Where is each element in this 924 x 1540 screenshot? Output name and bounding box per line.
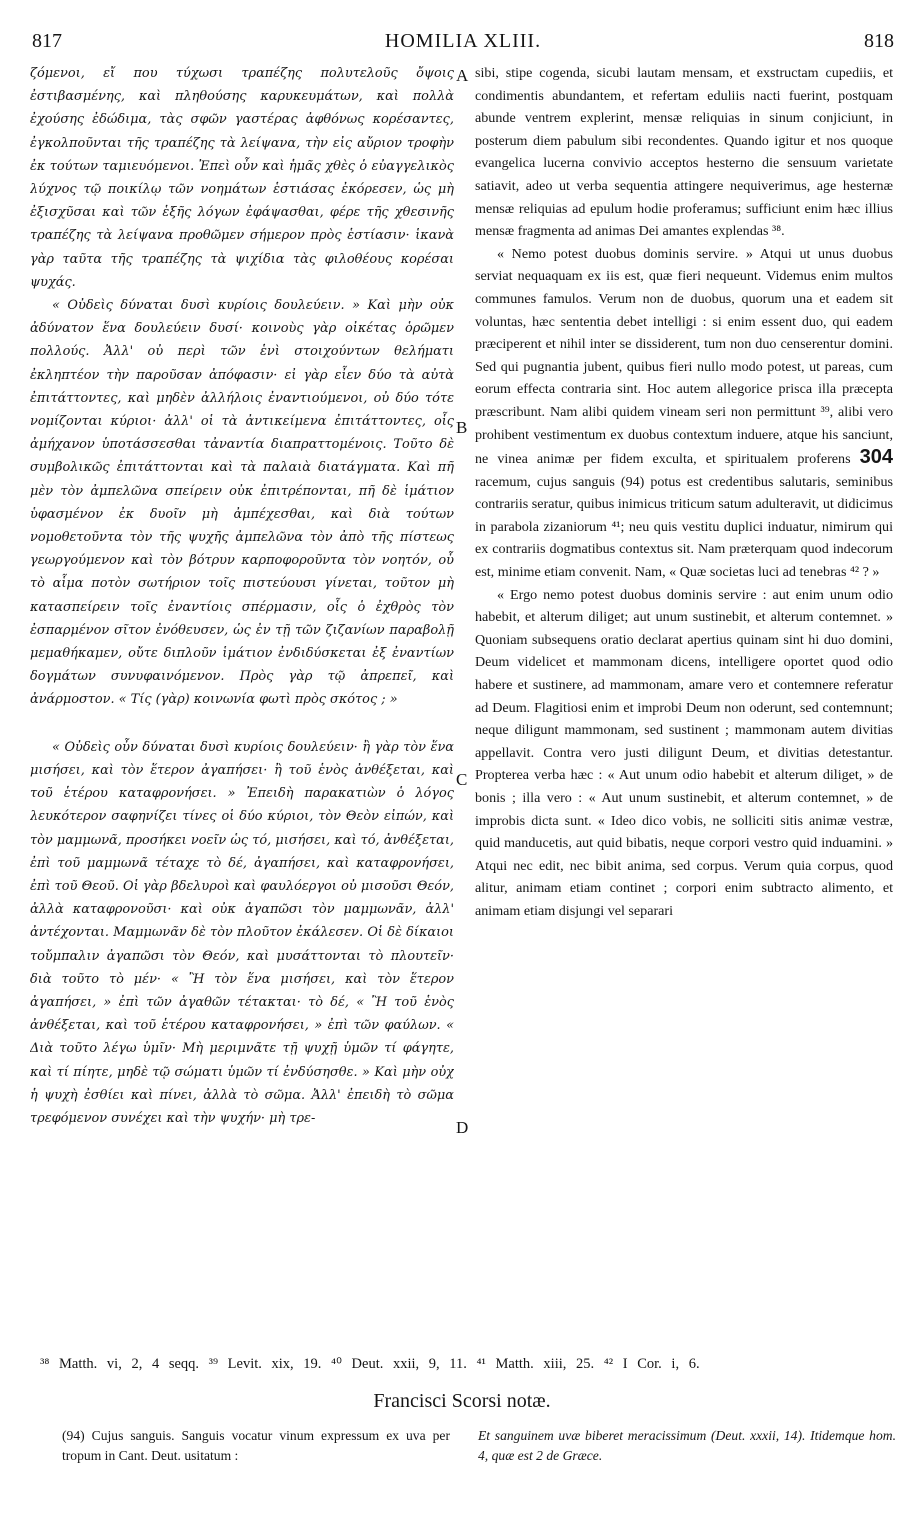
greek-paragraph-3: « Οὐδεὶς οὖν δύναται δυσὶ κυρίοις δουλεύειν· ἢ γὰρ τὸν ἕνα μισήσει, καὶ τὸν ἕτερον ἀγαπήσει· ἢ τοῦ ἑνὸς ἀνθέξεται, καὶ τοῦ ἑτέρου καταφρονήσει. » Ἐπειδὴ παρακατιὼν ὁ λόγος λευκότερον σαφηνίζει τίνες οἱ δύο κύριοι, τὸν Θεὸν εἰπών, καὶ τὸν μαμμωνᾶ, προσήκει νοεῖν ὡς τό, μισήσει, καὶ τό, ἀνθέξεται, ἐπὶ τοῦ μαμμωνᾶ τέταχε τὸ δέ, ἀγαπήσει, καὶ καταφρονήσει, ἐπὶ τοῦ Θεοῦ. Οἱ γὰρ βδελυροὶ καὶ φαυλόεργοι οὐ μισοῦσι Θεόν, ἀλλὰ καταφρονοῦσι· καὶ οὐκ ἀγαπῶσι τὸν μαμμωνᾶν, ἀλλ' ἀντέχονται. Μαμμωνᾶν δὲ τὸν πλοῦτον ἐκάλεσεν. Οἱ δὲ δίκαιοι τοὔμπαλιν ἀγαπῶσι τὸν Θεόν, καὶ μυσάττονται τὸ πλουτεῖν· διὰ τοῦτο τὸ μέν· « Ἢ τὸν ἕνα μισήσει, καὶ τὸν ἕτερον ἀγαπήσει, » ἐπὶ τῶν ἀγαθῶν τέτακται· τὸ δέ, « Ἢ τοῦ ἑνὸς ἀνθέξεται, καὶ τοῦ ἑτέρου καταφρονήσει, » ἐπὶ τῶν φαύλων. « Διὰ τοῦτο λέγω ὑμῖν· Μὴ μεριμνᾶτε τῇ ψυχῇ ὑμῶν τί φάγητε, καὶ τί πίητε, μηδὲ τῷ σώματι ὑμῶν τί ἐνδύσησθε. » Καὶ μὴν οὐχ ἡ ψυχὴ ἐσθίει καὶ πίνει, ἀλλὰ τὸ σῶμα. Ἀλλ' ἐπειδὴ τὸ σῶμα τρεφόμενον συνέχει καὶ τὴν ψυχήν· μὴ τρε- [30, 739, 454, 1126]
greek-paragraph-1: ζόμενοι, εἴ που τύχωσι τραπέζης πολυτελοῦς ὄψοις ἐστιβασμένης, καὶ πληθούσης καρυκευμάτων, καὶ πολλὰ ἐχούσης ἐδώδιμα, τὰς σφῶν γαστέρας ἀφθόνως κορέσαντες, ἐγκολποῦνται τῆς τραπέζης τὰ λείψανα, τὴν εἰς αὔριον τροφὴν ἐκ τούτων ταμιευόμενοι. Ἐπεὶ οὖν καὶ ἡμᾶς χθὲς ὁ εὐαγγελικὸς λύχνος τῷ ποικίλῳ τῶν νοημάτων ἑστιάσας ἐκόρεσεν, ὡς μὴ ἐξισχῦσαι καὶ τῶν ἑξῆς λόγων ἐφάψασθαι, φέρε τῆς χθεσινῆς τραπέζης τὰ λείψανα προθῶμεν σήμερον πρὸς ἑστίασιν· ἱκανὰ γὰρ ταῦτα τῆς τραπέζης τὰ ψιχίδια τὰς φιλοθέους κορέσαι ψυχάς. [30, 66, 454, 290]
page-number-right: 818 [864, 30, 894, 52]
notes-title: Francisci Scorsi notæ. [373, 1390, 551, 1412]
margin-marker-a: A [456, 66, 469, 85]
footnote-references: ³⁸ Matth. vi, 2, 4 seqq. ³⁹ Levit. xix, 19. ⁴⁰ Deut. xxii, 9, 11. ⁴¹ Matth. xiii, 25. ⁴² I Cor. i, 6. [40, 1356, 700, 1372]
note-left: (94) Cujus sanguis. Sanguis vocatur vinum expressum ex uva per tropum in Cant. Deut. usitatum : [62, 1428, 450, 1463]
page-header [32, 30, 894, 60]
running-title: HOMILIA XLIII. [384, 30, 542, 52]
latin-text-column [475, 62, 893, 1347]
page-number-left: 817 [32, 30, 62, 52]
latin-paragraph-2-text: « Nemo potest duobus dominis servire. » Atqui ut unus duobus serviat nequaquam ex iis est, quæ fieri nequeunt. Videmus enim multos communes famulos. Verum non de duobus, quorum una et eadem sit voluntas, hæc sententia debet intelligi : si enim essent duo, qui eadem præciperent et nihil inter se dissiderent, tum non duo censerentur domini. Sed qui pugnantia jubent, quibus fieri nullo modo potest, ut pareas, cum eorum effecta contraria sint. Hoc autem allegorice prisca illa præcepta præscribunt. Nam alibi quidem vineam seri non permittunt ³⁹, alibi vero prohibent vestimentum ex duobus contextum induere, atque his sanciunt, ne vinea animæ per fidem exculta, et spiritualem proferens [475, 245, 893, 468]
latin-paragraph-2-continued: racemum, cujus sanguis (94) potus est credentibus salutaris, seminibus contrariis seratur, quibus inimicus triticum satum adulteravit, ut didicimus in parabola zizaniorum ⁴¹; neu quis vestitu duplici induatur, nimirum qui ex contrariis dogmatibus contextus sit. Nam præterquam quod indecorum est, minime etiam convenit. Nam, « Quæ societas luci ad tenebras ⁴² ? » [475, 473, 893, 581]
latin-paragraph-2 [475, 243, 893, 584]
note-right: Et sanguinem uvæ biberet meracissimum (Deut. xxxii, 14). Itidemque hom. 4, quæ est 2 de Græce. [478, 1428, 896, 1463]
greek-paragraph-2: « Οὐδεὶς δύναται δυσὶ κυρίοις δουλεύειν. » Καὶ μὴν οὐκ ἀδύνατον ἕνα δουλεύειν δυσί· κοινοὺς γὰρ οἰκέτας ὁρῶμεν πολλούς. Ἀλλ' οὐ περὶ τῶν ἑνὶ στοιχούντων θελήματι ἐκληπτέον τὴν παροῦσαν ἀπόφασιν· εἰ γὰρ εἶεν δύο τὰ αὐτὰ ἐπιτάττοντες, καὶ μηδὲν ἀλλήλοις ἐναντιούμενοι, οὐ δύο τότε νομίζονται κύριοι· ἀλλ' οἱ τὰ ἀντικείμενα ἐπιτάττοντες, οἷς ἀμήχανον ὑποτάσσεσθαι τἀναντία διαπραττομένοις. Τοῦτο δὲ συμβολικῶς ἐπιτάττονται καὶ τὰ παλαιὰ διατάγματα. Καὶ πῆ μὲν τὸν ἀμπελῶνα σπείρειν οὐκ ἐπιτρέπονται, πῆ δὲ ἱμάτιον ὑφασμένον ἐκ δυοῖν μὴ ἀμπέχεσθαι, καὶ διὰ τούτων νομοθετοῦντα τὸν τῆς ψυχῆς ἀμπελῶνα τὸν ἀπὸ τῆς πίστεως γεωργούμενον καὶ τὸν βότρυν καρποφοροῦντα τὸν νοητόν, οὗ τὸ αἷμα ποτὸν σωτήριον τοῖς πιστεύουσι γίνεται, τοῦτον μὴ κατασπείρειν τοῖς ἐναντίοις σπέρμασιν, οἷς ὁ ἐχθρὸς τὸν ἐσπαρμένον σῖτον ἐνόθευσεν, ὡς ἐν τῇ τῶν ζιζανίων παραβολῇ μεμαθήκαμεν, οὔτε διπλοῦν ἱμάτιον ἐνδιδύσκεται ἐξ ἐναντίων δογμάτων συνυφαινόμενον. Πρὸς γὰρ τῷ ἀπρεπεῖ, καὶ ἀνάρμοστον. « Τίς (γὰρ) κοινωνία φωτὶ πρὸς σκότος ; » [30, 298, 454, 708]
column-number: 304 [859, 446, 893, 469]
margin-marker-c: C [456, 770, 468, 789]
margin-marker-d: D [456, 1118, 469, 1137]
greek-text-column [30, 62, 454, 1347]
margin-marker-b: B [456, 418, 468, 437]
latin-paragraph-1: sibi, stipe cogenda, sicubi lautam mensam, et exstructam cupediis, et condimentis abundantem, et refertam eduliis nacti fuerint, postquam abunde ventrem explerint, mensæ reliquias in sinum conjiciunt, in posterum diem pabulum sibi recondentes. Quando igitur et nos quoque evangelica lucerna convivio acceptos hesterno die sensuum varietate satiavit, adeo ut verba sequentia attingere nequiverimus, age hesternæ mensæ reliquias ad epulum hodie proferamus; sufficiunt enim hæc illius mensæ fragmenta ad animas Dei amantes explendas ³⁸. [475, 65, 893, 240]
latin-paragraph-3: « Ergo nemo potest duobus dominis servire : aut enim unum odio habebit, et alterum diliget; aut unum sustinebit, et alterum contemnet. » Quoniam subsequens oratio declarat apertius quinam sint hi duo domini, Deum videlicet et mammonam dicens, intelligere oportet quod odio habere et sustinere, ad mammonam, amare vero et contemnere referatur ad Deum. Flagitiosi enim et improbi Deum non oderunt, sed contemnunt; neque diligunt mammonam, sed sustinent ; mammonam autem divitias appellavit. Contra vero justi diligunt Deum, et divitias detestantur. Propterea verba hæc : « Aut unum odio habebit et alterum diliget, » de bonis ; illa vero : « Aut unum sustinebit, et alterum contemnet, » de improbis dicta sunt. « Ideo dico vobis, ne solliciti sitis animæ vestræ, quid manducetis, aut quid bibatis, neque corpori vestro quid induamini. » Atqui nec edit, nec bibit anima, sed corpus. Verum quia corpus, quod alitur, animam etiam continet ; corpori enim subtracto alimento, et animam etiam disjungi vel separari [475, 586, 893, 919]
